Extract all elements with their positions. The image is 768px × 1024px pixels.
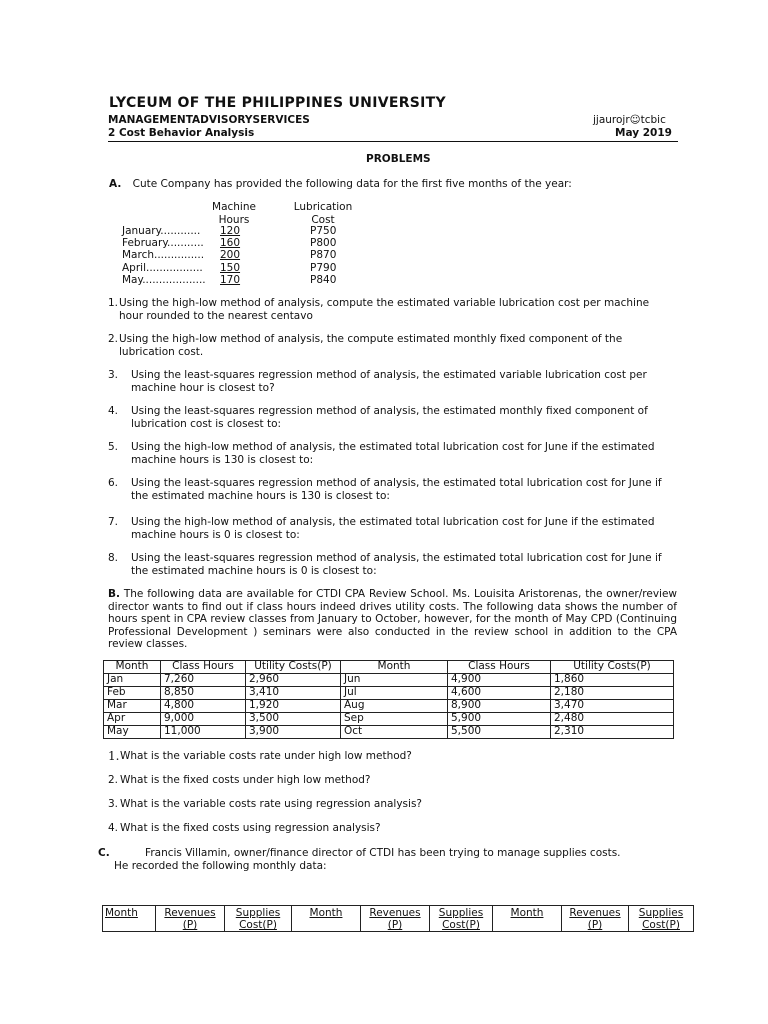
data-row-march [122, 249, 402, 261]
section-b-intro [108, 588, 677, 651]
machine-hours-header-line2: Hours [218, 213, 250, 226]
question-text: Using the high-low method of analysis, the estimated total lubrication cost for June if the estimated machine hours is 130 is closest to: [131, 441, 655, 466]
table-cell: 3,500 [246, 713, 341, 726]
section-c-line1 [98, 847, 688, 860]
data-row-may [122, 274, 402, 286]
table-header-row [104, 661, 674, 674]
section-c-label: C. [98, 847, 110, 859]
table-cell: 4,600 [448, 687, 551, 700]
row-hours: 120 [220, 225, 241, 237]
row-month: April................. [122, 261, 203, 274]
column-header: Month [104, 661, 161, 674]
row-month: February........... [122, 237, 204, 250]
lubrication-cost-header-line2: Cost [311, 213, 335, 226]
column-header [292, 906, 361, 932]
question-text: Using the least-squares regression method of analysis, the estimated total lubrication cost for June if the estimated machine hours is 0 is closest to: [131, 552, 662, 577]
university-title: LYCEUM OF THE PHILIPPINES UNIVERSITY [109, 95, 446, 111]
row-cost: P840 [310, 273, 337, 286]
header-rule [108, 141, 678, 142]
question-b4 [108, 822, 680, 835]
section-c-intro-line1: Francis Villamin, owner/finance director of CTDI has been trying to manage supplies costs. [145, 847, 621, 859]
table-cell: 2,180 [551, 687, 674, 700]
doc-date: May 2019 [615, 127, 672, 139]
question-a5 [108, 441, 680, 466]
supplies-cost-table [102, 905, 694, 932]
table-header-row [103, 906, 694, 932]
question-a7 [108, 516, 680, 541]
column-header: Utility Costs(P) [551, 661, 674, 674]
column-header-line1: Supplies [235, 907, 281, 919]
table-cell: 4,900 [448, 674, 551, 687]
row-cost: P800 [310, 237, 337, 250]
question-text [119, 333, 680, 358]
table-cell: Jan [104, 674, 161, 687]
table-row [104, 713, 674, 726]
question-number: 5. [108, 441, 119, 453]
question-text: Using the high-low method of analysis, the estimated total lubrication cost for June if the estimated machine hours is 0 is closest to: [131, 516, 655, 541]
question-number: 3. [108, 369, 119, 381]
table-cell: 3,410 [246, 687, 341, 700]
question-number: 8. [108, 552, 119, 564]
column-header [225, 906, 292, 932]
question-b3 [108, 798, 680, 811]
question-text: Using the least-squares regression method of analysis, the estimated monthly fixed component of lubrication cost is closest to: [131, 405, 648, 430]
machine-hours-header-line1: Machine [212, 201, 256, 213]
column-header-line1: Revenues [369, 907, 421, 919]
column-header-line2: (P) [587, 919, 603, 931]
table-cell: 8,900 [448, 700, 551, 713]
question-text: Using the least-squares regression method of analysis, the estimated total lubrication cost for June if the estimated machine hours is 130 is closest to: [131, 477, 662, 502]
table-cell: 3,470 [551, 700, 674, 713]
table-cell: Oct [341, 726, 448, 739]
question-number: 4. [108, 822, 119, 834]
section-b-label: B. [108, 588, 120, 600]
question-a3 [108, 369, 680, 394]
table-cell: 8,850 [161, 687, 246, 700]
lubrication-cost-header [286, 201, 360, 226]
row-cost: P750 [310, 225, 337, 237]
column-header-line1: Revenues [164, 907, 216, 919]
column-header [562, 906, 629, 932]
table-cell: Aug [341, 700, 448, 713]
question-a6 [108, 477, 680, 502]
topic-title: 2 Cost Behavior Analysis [108, 127, 255, 139]
column-header [361, 906, 430, 932]
table-cell: 11,000 [161, 726, 246, 739]
table-cell: 7,260 [161, 674, 246, 687]
table-row [104, 726, 674, 739]
column-header-line2: (P) [182, 919, 198, 931]
table-row [104, 674, 674, 687]
machine-hours-data [122, 225, 402, 286]
table-row [104, 687, 674, 700]
section-b-intro-text: The following data are available for CTDI CPA Review School. Ms. Louisita Aristorenas, the owner/review director wants to find out if class hours indeed drives utility costs. The following data shows the number of hours spent in CPA review classes from January to October, however, for the month of May CPD (Continuing Professional Development ) seminars were also conducted in the review school in addition to the CPA review classes. [108, 588, 677, 650]
question-b1 [108, 750, 680, 763]
question-number: 6. [108, 477, 119, 489]
row-hours: 160 [220, 237, 241, 250]
data-row-february [122, 237, 402, 249]
table-cell: 9,000 [161, 713, 246, 726]
column-header-line1: Supplies [438, 907, 484, 919]
section-c-intro [98, 847, 688, 872]
column-header-line1: Month [309, 907, 343, 919]
lubrication-cost-header-line1: Lubrication [293, 201, 353, 213]
data-row-april [122, 262, 402, 274]
column-header-line2: Cost(P) [442, 919, 480, 931]
question-a1 [108, 297, 680, 322]
question-number: 1. [108, 749, 120, 763]
question-number: 2. [108, 333, 119, 345]
question-number: 7. [108, 516, 119, 528]
section-c-intro-line2: He recorded the following monthly data: [114, 859, 327, 872]
column-header: Utility Costs(P) [246, 661, 341, 674]
question-a8 [108, 552, 680, 577]
question-text: What is the variable costs rate using regression analysis? [120, 798, 422, 810]
question-text-content: Using the high-low method of analysis, the compute estimated monthly fixed component of the lubrication cost. [119, 333, 623, 358]
table-cell: Sep [341, 713, 448, 726]
table-cell: Feb [104, 687, 161, 700]
row-cost: P870 [310, 249, 337, 262]
question-number: 3. [108, 798, 119, 810]
row-cost: P790 [310, 261, 337, 274]
table-cell: 2,480 [551, 713, 674, 726]
section-a-intro [109, 178, 572, 190]
table-cell: 1,920 [246, 700, 341, 713]
column-header-line1: Supplies [638, 907, 684, 919]
class-hours-table [103, 660, 674, 739]
question-a4 [108, 405, 680, 430]
column-header: Month [341, 661, 448, 674]
table-cell: 2,960 [246, 674, 341, 687]
problems-heading: PROBLEMS [366, 153, 431, 165]
column-header [156, 906, 225, 932]
column-header [430, 906, 493, 932]
table-cell: Jun [341, 674, 448, 687]
question-number: 2. [108, 774, 119, 786]
table-cell: 1,860 [551, 674, 674, 687]
data-row-january [122, 225, 402, 237]
question-b2 [108, 774, 680, 787]
question-number: 4. [108, 405, 119, 417]
question-text: What is the fixed costs under high low method? [120, 774, 371, 786]
column-header: Class Hours [161, 661, 246, 674]
row-hours: 200 [220, 249, 241, 262]
question-text: What is the fixed costs using regression analysis? [120, 822, 381, 834]
author-id: jjaurojr☺tcbic [593, 114, 666, 126]
column-header: Class Hours [448, 661, 551, 674]
table-cell: Apr [104, 713, 161, 726]
row-month: January............ [122, 225, 201, 237]
column-header-line2: (P) [387, 919, 403, 931]
question-a2 [108, 333, 680, 358]
column-header-line2: Cost(P) [642, 919, 680, 931]
section-a-label: A. [109, 178, 122, 190]
question-text: What is the variable costs rate under high low method? [120, 750, 412, 762]
question-number: 1. [108, 297, 119, 309]
column-header [103, 906, 156, 932]
column-header [629, 906, 694, 932]
table-cell: 5,900 [448, 713, 551, 726]
row-month: March............... [122, 249, 205, 262]
column-header-line1: Month [105, 907, 138, 919]
table-cell: Jul [341, 687, 448, 700]
column-header [493, 906, 562, 932]
column-header-line1: Revenues [569, 907, 621, 919]
section-a-intro-text: Cute Company has provided the following data for the first five months of the year: [132, 178, 572, 190]
column-header-line1: Month [510, 907, 544, 919]
table-cell: May [104, 726, 161, 739]
table-row [104, 700, 674, 713]
question-text [119, 297, 680, 322]
table-cell: Mar [104, 700, 161, 713]
machine-hours-header [206, 201, 262, 226]
row-month: May................... [122, 273, 206, 286]
table-cell: 2,310 [551, 726, 674, 739]
course-title: MANAGEMENTADVISORYSERVICES [108, 114, 310, 126]
table-cell: 5,500 [448, 726, 551, 739]
question-text-content: Using the high-low method of analysis, compute the estimated variable lubrication cost per machine hour rounded to the nearest centavo [119, 297, 650, 322]
table-cell: 3,900 [246, 726, 341, 739]
question-text: Using the least-squares regression method of analysis, the estimated variable lubrication cost per machine hour is closest to? [131, 369, 647, 394]
column-header-line2: Cost(P) [239, 919, 277, 931]
row-hours: 150 [220, 261, 241, 274]
row-hours: 170 [220, 273, 241, 286]
table-cell: 4,800 [161, 700, 246, 713]
